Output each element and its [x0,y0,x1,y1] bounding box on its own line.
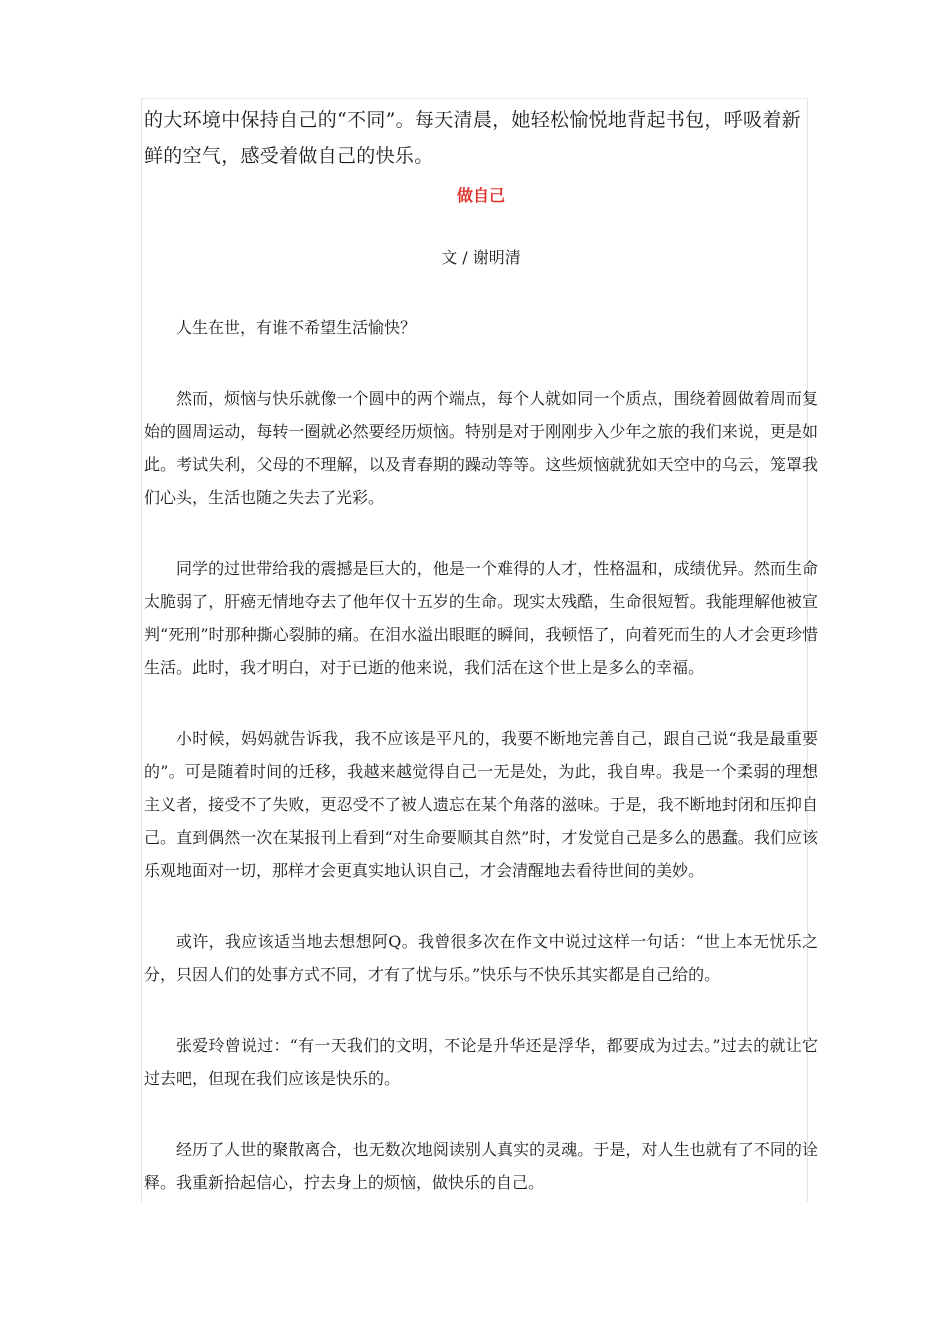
article-paragraph: 人生在世，有谁不希望生活愉快？ [176,318,417,337]
article-byline: 文 / 谢明清 [441,248,521,267]
article-title: 做自己 [456,186,505,205]
document-body [144,102,818,1199]
article-paragraph: 同学的过世带给我的震撼是巨大的，他是一个难得的人才，性格温和，成绩优异。然而生命太脆弱了，肝癌无情地夺去了他年仅十五岁的生命。现实太残酷，生命很短暂。我能理解他被宣判“死刑”时那种撕心裂肺的痛。在泪水溢出眼眶的瞬间，我顿悟了，向着死而生的人才会更珍惜生活。此时，我才明白，对于已逝的他来说，我们活在这个世上是多么的幸福。 [144,559,818,677]
article-paragraph: 张爱玲曾说过：“有一天我们的文明，不论是升华还是浮华，都要成为过去。”过去的就让它过去吧，但现在我们应该是快乐的。 [144,1036,818,1088]
article-paragraph: 经历了人世的聚散离合，也无数次地阅读别人真实的灵魂。于是，对人生也就有了不同的诠释。我重新拾起信心，拧去身上的烦恼，做快乐的自己。 [144,1140,818,1192]
article-paragraph: 然而，烦恼与快乐就像一个圆中的两个端点，每个人就如同一个质点，围绕着圆做着周而复始的圆周运动，每转一圈就必然要经历烦恼。特别是对于刚刚步入少年之旅的我们来说，更是如此。考试失利，父母的不理解，以及青春期的躁动等等。这些烦恼就犹如天空中的乌云，笼罩我们心头，生活也随之失去了光彩。 [144,389,818,507]
intro-paragraph: 的大环境中保持自己的“不同”。每天清晨，她轻松愉悦地背起书包，呼吸着新鲜的空气，感受着做自己的快乐。 [144,109,801,167]
article-paragraph: 小时候，妈妈就告诉我，我不应该是平凡的，我要不断地完善自己，跟自己说“我是最重要的”。可是随着时间的迁移，我越来越觉得自己一无是处，为此，我自卑。我是一个柔弱的理想主义者，接受不了失败，更忍受不了被人遗忘在某个角落的滋味。于是，我不断地封闭和压抑自己。直到偶然一次在某报刊上看到“对生命要顺其自然”时，才发觉自己是多么的愚蠢。我们应该乐观地面对一切，那样才会更真实地认识自己，才会清醒地去看待世间的美妙。 [144,729,818,880]
article-paragraph: 或许，我应该适当地去想想阿Q。我曾很多次在作文中说过这样一句话：“世上本无忧乐之分，只因人们的处事方式不同，才有了忧与乐。”快乐与不快乐其实都是自己给的。 [144,932,818,984]
